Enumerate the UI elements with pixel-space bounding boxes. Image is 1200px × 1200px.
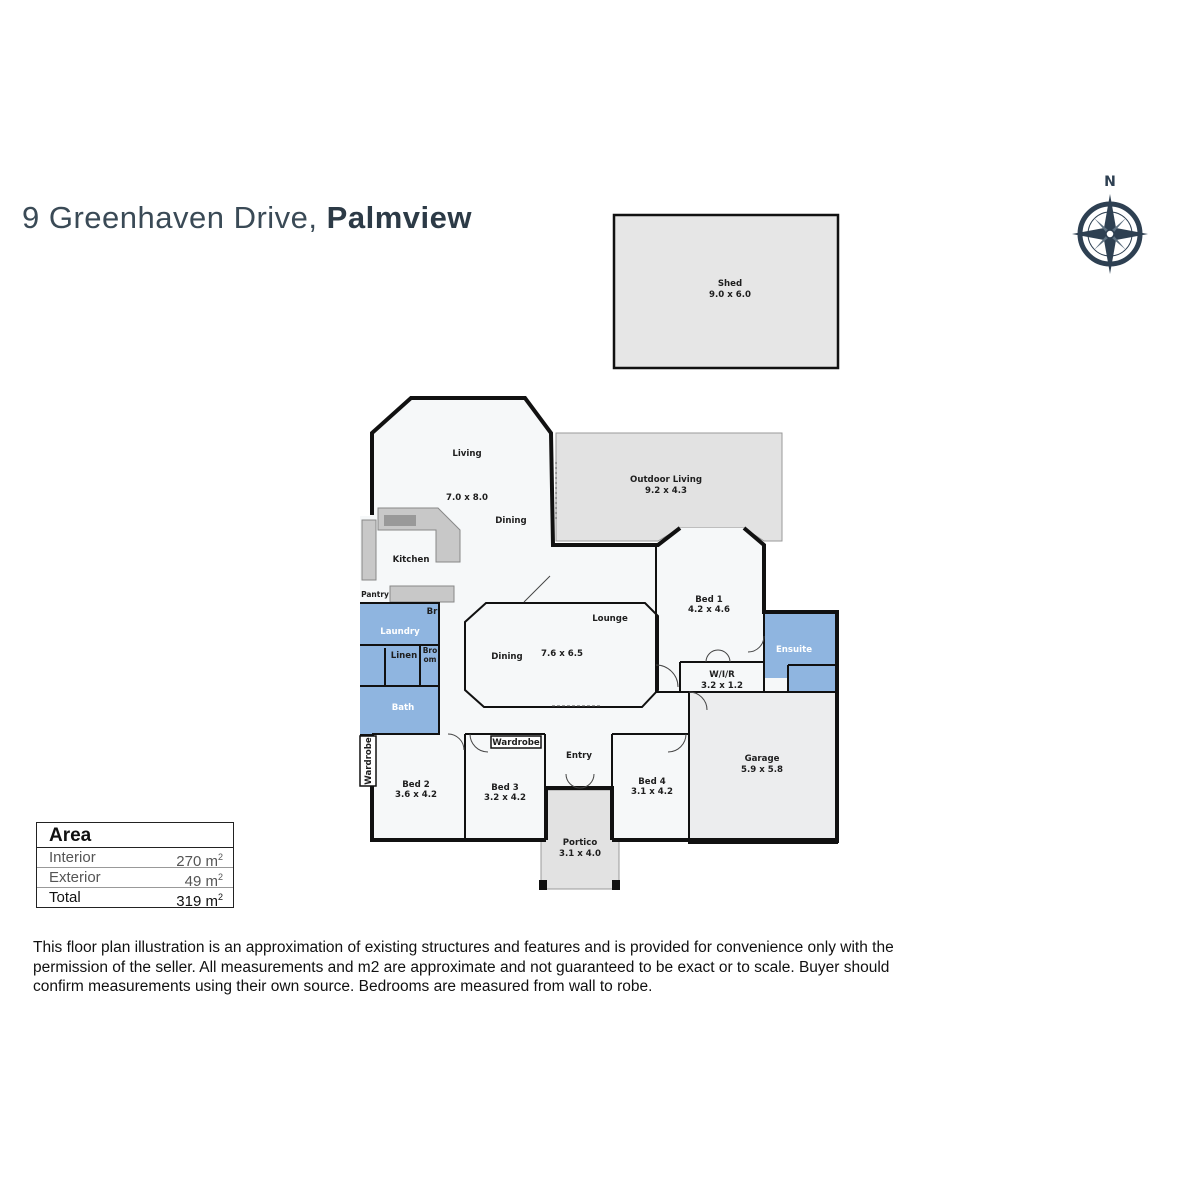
bed-3-size: 3.2 x 4.2 xyxy=(484,793,526,803)
outdoor-living-label: Outdoor Living xyxy=(630,475,702,485)
bed-3-label: Bed 3 xyxy=(491,783,519,793)
kitchen-label: Kitchen xyxy=(392,555,430,565)
area-row-total xyxy=(37,888,233,910)
address-text: 9 Greenhaven Drive, xyxy=(22,200,318,235)
wir-label: W/I/R xyxy=(709,670,735,680)
garage-label: Garage xyxy=(744,754,780,764)
lounge-label: Lounge xyxy=(592,614,628,624)
shed xyxy=(614,215,838,368)
living-size: 7.0 x 8.0 xyxy=(446,493,488,503)
area-row-label: Exterior xyxy=(49,869,101,886)
bed-2-size: 3.6 x 4.2 xyxy=(395,790,437,800)
shed-size: 9.0 x 6.0 xyxy=(709,290,751,300)
dining-label: Dining xyxy=(491,652,523,662)
bed-2-label: Bed 2 xyxy=(402,780,430,790)
portico-label: Portico xyxy=(562,838,598,848)
br-label: Br xyxy=(426,607,438,617)
living-label: Living xyxy=(452,449,482,459)
bed-1-size: 4.2 x 4.6 xyxy=(688,605,730,615)
area-table xyxy=(36,822,234,908)
broom-label-2: om xyxy=(423,655,437,664)
bed-4-label: Bed 4 xyxy=(638,777,666,787)
ensuite-label: Ensuite xyxy=(775,645,813,655)
portico xyxy=(539,790,620,890)
suburb-text: Palmview xyxy=(326,200,472,235)
wardrobe-3-label: Wardrobe xyxy=(492,738,540,748)
shed-label: Shed xyxy=(717,279,743,289)
area-row-value: 270 $m^2$ xyxy=(176,852,223,870)
garage-size: 5.9 x 5.8 xyxy=(741,765,783,775)
entry-label: Entry xyxy=(566,751,592,761)
area-row-interior xyxy=(37,848,233,868)
area-row-value: 49 $m^2$ xyxy=(184,872,223,890)
area-row-label: Interior xyxy=(49,849,96,866)
area-table-header: Area xyxy=(37,823,233,848)
broom-label-1: Bro xyxy=(422,646,438,655)
area-row-exterior xyxy=(37,868,233,888)
dining-top-label: Dining xyxy=(495,516,527,526)
wardrobe-2-label: Wardrobe xyxy=(364,737,374,785)
compass-north-label: N xyxy=(1104,174,1116,190)
outdoor-living xyxy=(556,433,782,541)
lounge-size: 7.6 x 6.5 xyxy=(541,649,583,659)
pantry-label: Pantry xyxy=(361,590,389,599)
disclaimer-text: This floor plan illustration is an approximation of existing structures and features and is provided for convenience only with the permission of the seller. All measurements and m2 are approximate and not guaranteed to be exact or to scale. Buyer should confirm measurements using their own source. Bedrooms are measured from wall to robe. xyxy=(33,939,894,995)
portico-size: 3.1 x 4.0 xyxy=(559,849,601,859)
laundry-label: Laundry xyxy=(380,627,420,637)
bath-label: Bath xyxy=(391,703,415,713)
area-row-value: 319 $m^2$ xyxy=(176,892,223,910)
bed-4-size: 3.1 x 4.2 xyxy=(631,787,673,797)
linen-label: Linen xyxy=(390,651,418,661)
outdoor-living-size: 9.2 x 4.3 xyxy=(645,486,687,496)
area-row-label: Total xyxy=(49,889,81,906)
bed-1-label: Bed 1 xyxy=(695,595,723,605)
wir-size: 3.2 x 1.2 xyxy=(701,681,743,691)
